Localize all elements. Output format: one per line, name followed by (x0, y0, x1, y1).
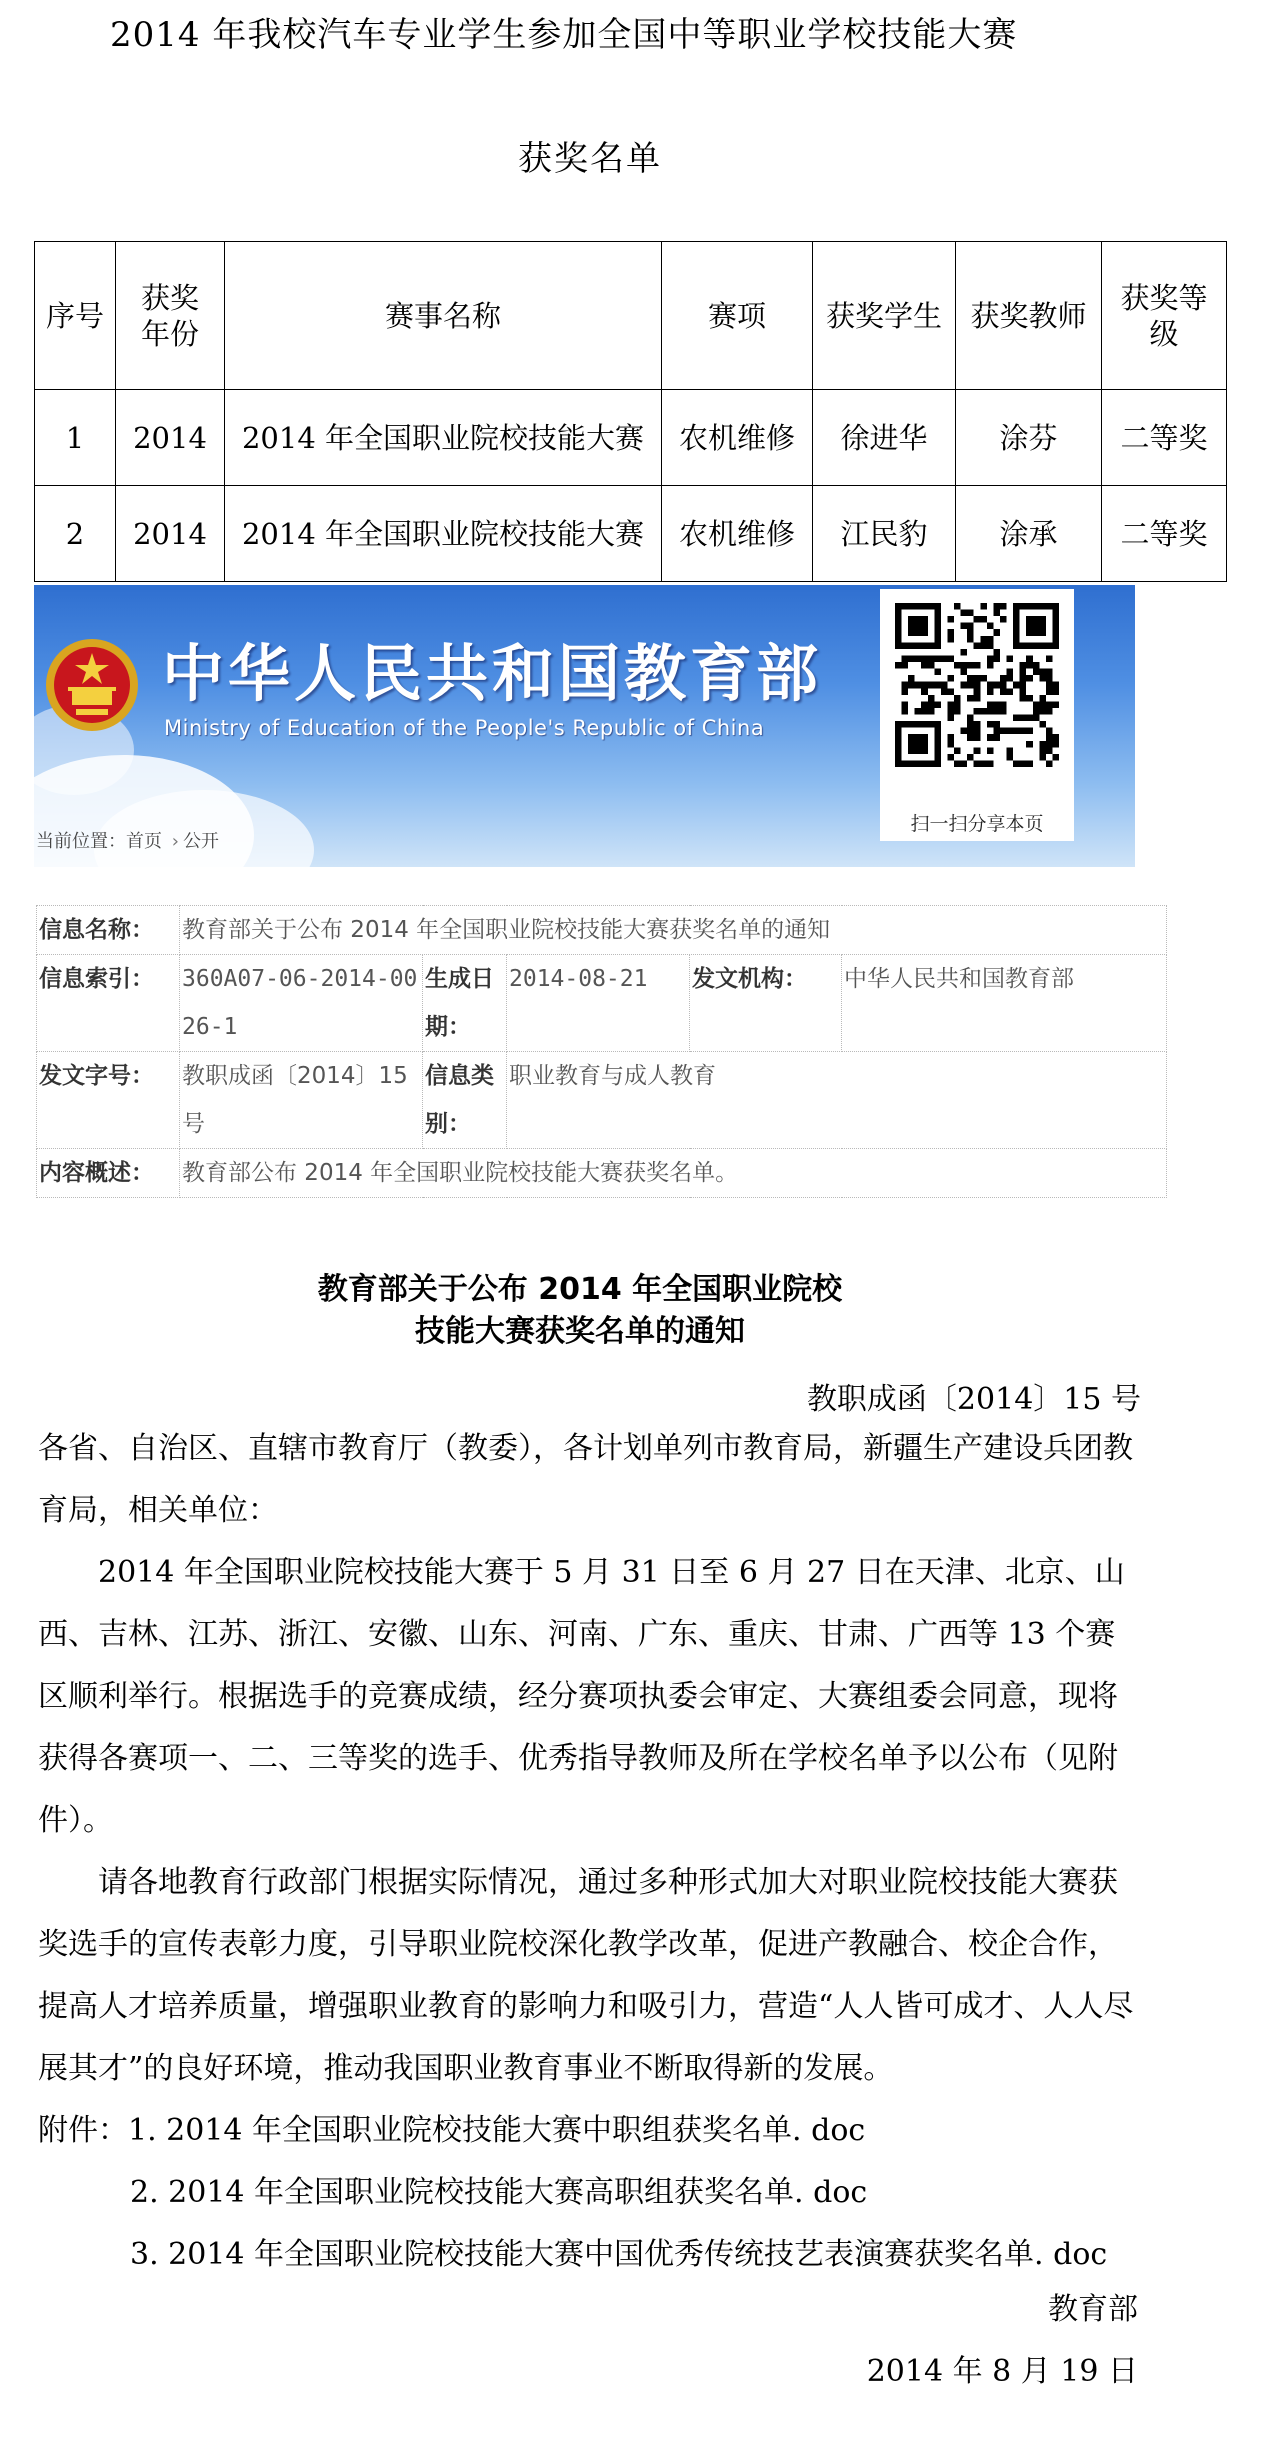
info-index-value: 360A07-06-2014-0026-1 (180, 955, 423, 1052)
notice-body (38, 1418, 1138, 2100)
header-year: 获奖年份 (116, 242, 225, 390)
info-category-label: 信息类别： (423, 1052, 507, 1149)
info-row (37, 1149, 1167, 1198)
awards-header-row (35, 242, 1227, 390)
cell-index: 2 (35, 486, 116, 582)
cell-level: 二等奖 (1102, 486, 1227, 582)
header-index: 序号 (35, 242, 116, 390)
ministry-name-cn: 中华人民共和国教育部 (162, 637, 823, 710)
table-row (35, 486, 1227, 582)
cell-item: 农机维修 (662, 390, 813, 486)
cell-event: 2014 年全国职业院校技能大赛 (225, 390, 662, 486)
cell-year: 2014 (116, 390, 225, 486)
ministry-banner (34, 585, 1135, 867)
header-item: 赛项 (662, 242, 813, 390)
qr-code-icon[interactable] (895, 603, 1059, 767)
header-student: 获奖学生 (813, 242, 956, 390)
info-name-value: 教育部关于公布 2014 年全国职业院校技能大赛获奖名单的通知 (180, 906, 1167, 955)
national-emblem-icon (42, 635, 142, 735)
info-date-value: 2014-08-21 (507, 955, 690, 1052)
info-issuer-value: 中华人民共和国教育部 (842, 955, 1167, 1052)
info-row (37, 1052, 1167, 1149)
qr-share-panel (880, 589, 1074, 841)
attachment-link[interactable]: 3. 2014 年全国职业院校技能大赛中国优秀传统技艺表演赛获奖名单. doc (130, 2237, 1108, 2272)
header-teacher: 获奖教师 (956, 242, 1102, 390)
notice-document-number: 教职成函〔2014〕15 号 (806, 1382, 1141, 1417)
breadcrumb-current[interactable]: 公开 (182, 831, 219, 852)
cell-item: 农机维修 (662, 486, 813, 582)
table-row (35, 390, 1227, 486)
qr-caption: 扫一扫分享本页 (910, 813, 1044, 835)
awards-table (34, 241, 1227, 582)
notice-signature: 教育部 (1048, 2292, 1138, 2327)
cell-year: 2014 (116, 486, 225, 582)
header-level: 获奖等级 (1102, 242, 1227, 390)
notice-title-line1: 教育部关于公布 2014 年全国职业院校 (317, 1272, 843, 1307)
info-summary-label: 内容概述： (37, 1149, 180, 1198)
chevron-right-icon: › (171, 831, 179, 852)
info-row (37, 906, 1167, 955)
breadcrumb (36, 831, 219, 853)
attachments-list (38, 2100, 1168, 2286)
breadcrumb-home-link[interactable]: 首页 (126, 831, 162, 852)
document-title: 2014 年我校汽车专业学生参加全国中等职业学校技能大赛 (110, 15, 1018, 55)
notice-title-line2: 技能大赛获奖名单的通知 (415, 1314, 745, 1349)
cell-student: 徐进华 (813, 390, 956, 486)
ministry-name-en: Ministry of Education of the People's Republic of China (164, 716, 765, 740)
cell-level: 二等奖 (1102, 390, 1227, 486)
info-summary-value: 教育部公布 2014 年全国职业院校技能大赛获奖名单。 (180, 1149, 1167, 1198)
cell-teacher: 涂芬 (956, 390, 1102, 486)
info-docno-value: 教职成函〔2014〕15号 (180, 1052, 423, 1149)
cell-index: 1 (35, 390, 116, 486)
document-subtitle: 获奖名单 (518, 139, 662, 179)
info-category-value: 职业教育与成人教育 (507, 1052, 1167, 1149)
info-date-label: 生成日期： (423, 955, 507, 1052)
info-row (37, 955, 1167, 1052)
breadcrumb-label: 当前位置： (36, 831, 126, 852)
info-issuer-label: 发文机构： (690, 955, 842, 1052)
cell-student: 江民豹 (813, 486, 956, 582)
info-name-label: 信息名称： (37, 906, 180, 955)
info-metadata-table (36, 905, 1167, 1198)
attachment-link[interactable]: 1. 2014 年全国职业院校技能大赛中职组获奖名单. doc (128, 2113, 866, 2148)
cell-teacher: 涂承 (956, 486, 1102, 582)
notice-date: 2014 年 8 月 19 日 (866, 2354, 1138, 2389)
header-event: 赛事名称 (225, 242, 662, 390)
notice-paragraph: 2014 年全国职业院校技能大赛于 5 月 31 日至 6 月 27 日在天津、北京、山西、吉林、江苏、浙江、安徽、山东、河南、广东、重庆、甘肃、广西等 13 个赛区顺利举行。根据选手的竞赛成绩，经分赛项执委会审定、大赛组委会同意，现将获得各赛项一、二、三等奖的选手、优秀指导教师及所在学校名单予以公布（见附件）。 (38, 1555, 1125, 1838)
info-index-label: 信息索引： (37, 955, 180, 1052)
cell-event: 2014 年全国职业院校技能大赛 (225, 486, 662, 582)
info-docno-label: 发文字号： (37, 1052, 180, 1149)
notice-salutation: 各省、自治区、直辖市教育厅（教委），各计划单列市教育局，新疆生产建设兵团教育局，相关单位： (38, 1431, 1133, 1528)
notice-paragraph: 请各地教育行政部门根据实际情况，通过多种形式加大对职业院校技能大赛获奖选手的宣传表彰力度，引导职业院校深化教学改革，促进产教融合、校企合作，提高人才培养质量，增强职业教育的影响力和吸引力，营造“人人皆可成才、人人尽展其才”的良好环境，推动我国职业教育事业不断取得新的发展。 (38, 1865, 1134, 2086)
attachment-link[interactable]: 2. 2014 年全国职业院校技能大赛高职组获奖名单. doc (130, 2175, 868, 2210)
attachments-label: 附件： (38, 2113, 128, 2148)
